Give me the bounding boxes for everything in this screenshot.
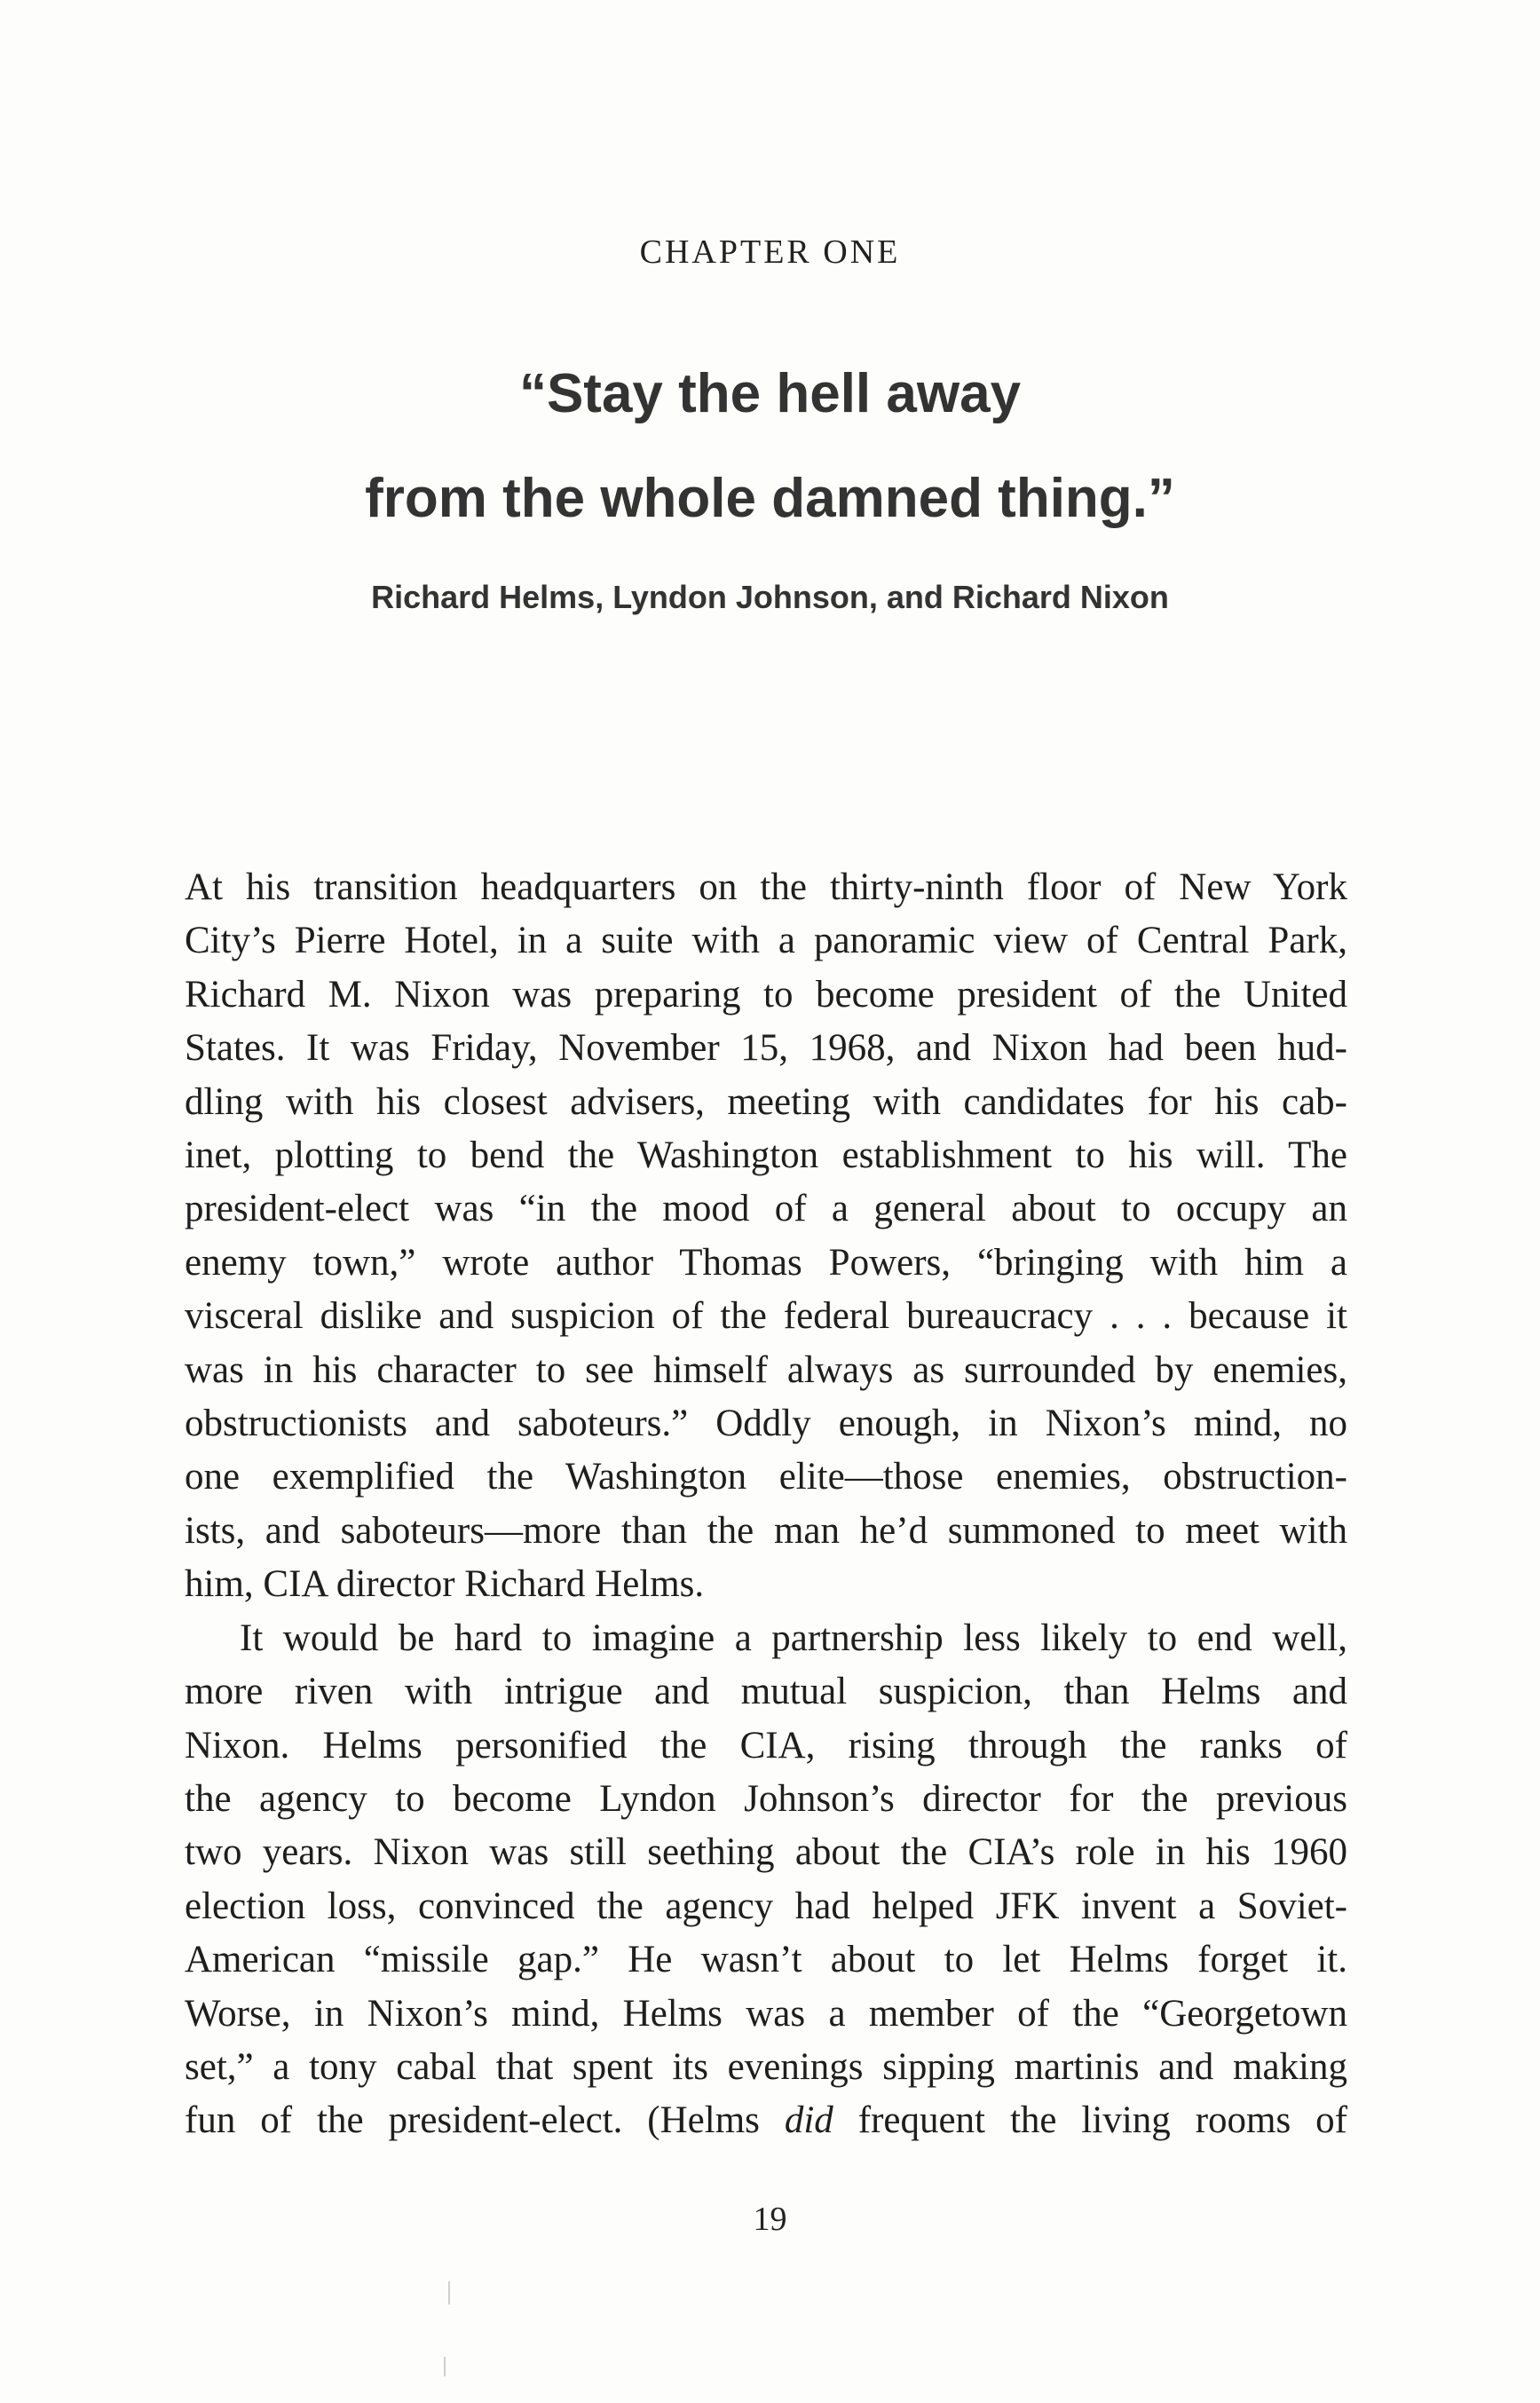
text-line: visceral dislike and suspicion of the federal bureaucracy . . . because it: [185, 1295, 1347, 1338]
body-text: [185, 861, 1347, 2148]
text-line: inet, plotting to bend the Washington establishment to his will. The: [185, 1134, 1347, 1177]
scan-artifact-mark: [444, 2357, 446, 2376]
text-line: American “missile gap.” He wasn’t about to let Helms forget it.: [185, 1939, 1347, 1981]
text-segment: frequent the living rooms of: [833, 2099, 1347, 2142]
text-line: set,” a tony cabal that spent its evenings sipping martinis and making: [185, 2045, 1347, 2088]
text-line: more riven with intrigue and mutual suspicion, than Helms and: [185, 1671, 1347, 1713]
text-line: election loss, convinced the agency had helped JFK invent a Soviet-: [185, 1885, 1347, 1927]
text-line: dling with his closest advisers, meeting with candidates for his cab-: [185, 1080, 1347, 1123]
text-line: one exemplified the Washington elite—those enemies, obstruction-: [185, 1456, 1347, 1498]
chapter-title-line: from the whole damned thing.”: [365, 468, 1175, 529]
text-line: obstructionists and saboteurs.” Oddly enough, in Nixon’s mind, no: [185, 1403, 1347, 1445]
chapter-subtitle: Richard Helms, Lyndon Johnson, and Richard Nixon: [371, 579, 1169, 615]
text-segment: fun of the president-elect. (Helms: [185, 2099, 785, 2142]
text-line: two years. Nixon was still seething about the CIA’s role in his 1960: [185, 1831, 1347, 1874]
chapter-title: [0, 342, 1540, 551]
text-line: It would be hard to imagine a partnership less likely to end well,: [240, 1616, 1347, 1659]
text-line: Worse, in Nixon’s mind, Helms was a member of the “Georgetown: [185, 1992, 1347, 2035]
text-line: At his transition headquarters on the thirty-ninth floor of New York: [185, 866, 1347, 908]
text-line: ists, and saboteurs—more than the man he’d summoned to meet with: [185, 1509, 1347, 1552]
text-line: Richard M. Nixon was preparing to become president of the United: [185, 973, 1347, 1016]
chapter-label: CHAPTER ONE: [639, 233, 901, 271]
scan-artifact-mark: [448, 2281, 450, 2304]
text-line: [185, 2094, 1347, 2147]
text-line: him, CIA director Richard Helms.: [185, 1563, 705, 1606]
chapter-title-line: “Stay the hell away: [518, 363, 1022, 424]
text-line: States. It was Friday, November 15, 1968, and Nixon had been hud-: [185, 1027, 1347, 1070]
text-line: enemy town,” wrote author Thomas Powers, “bringing with him a: [185, 1241, 1347, 1284]
text-line: the agency to become Lyndon Johnson’s director for the previous: [185, 1777, 1347, 1820]
page-number: 19: [753, 2201, 787, 2238]
text-line: City’s Pierre Hotel, in a suite with a panoramic view of Central Park,: [185, 920, 1347, 962]
italic-text: did: [784, 2099, 833, 2142]
text-line: president-elect was “in the mood of a general about to occupy an: [185, 1188, 1347, 1230]
text-line: Nixon. Helms personified the CIA, rising through the ranks of: [185, 1724, 1347, 1767]
text-line: was in his character to see himself always as surrounded by enemies,: [185, 1348, 1347, 1391]
